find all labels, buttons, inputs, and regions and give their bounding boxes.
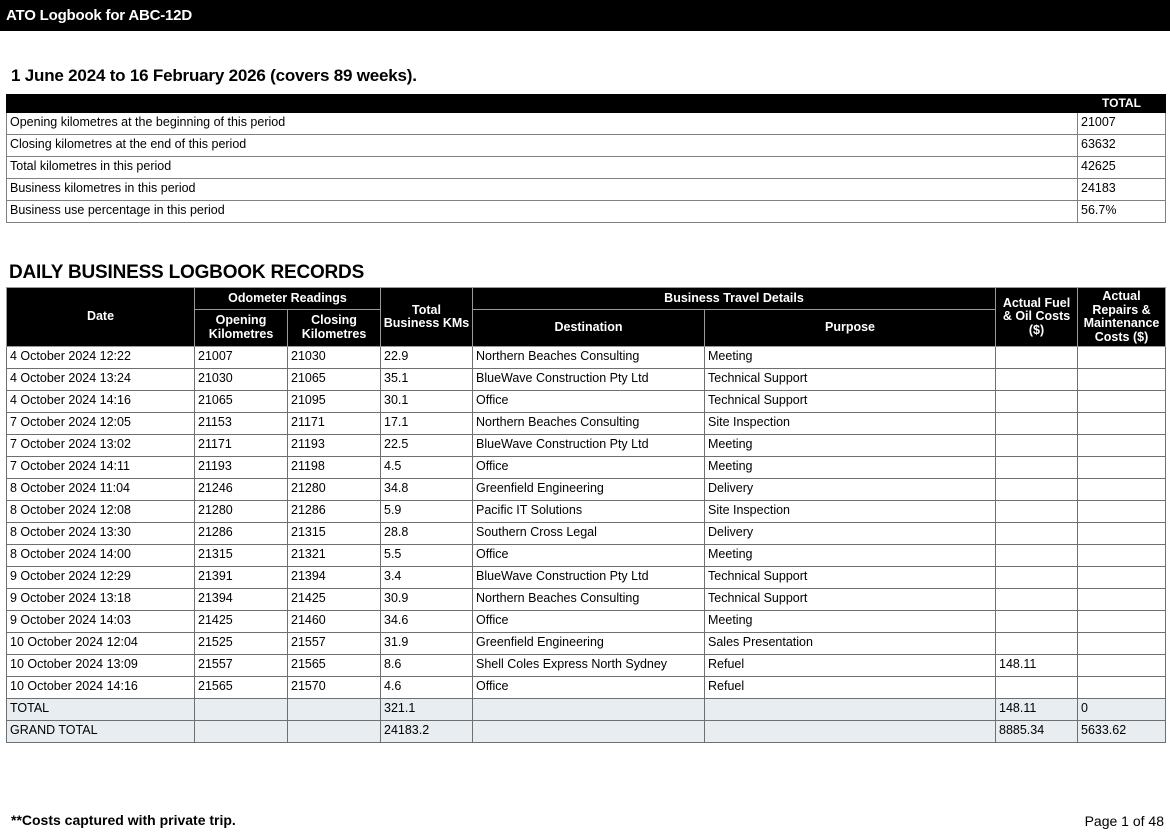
cell-closing-kilometres: 21570 xyxy=(288,677,381,699)
title-bar xyxy=(0,0,1170,31)
cell-destination: Office xyxy=(473,677,705,699)
cell-actual-repairs-maintenance-costs xyxy=(1078,391,1166,413)
cell-closing-kilometres: 21280 xyxy=(288,479,381,501)
cell-date: TOTAL xyxy=(7,699,195,721)
summary-label: Total kilometres in this period xyxy=(7,157,1078,179)
summary-value: 56.7% xyxy=(1078,201,1166,223)
summary-value: 24183 xyxy=(1078,179,1166,201)
cell-opening-kilometres: 21565 xyxy=(195,677,288,699)
cell-actual-repairs-maintenance-costs xyxy=(1078,501,1166,523)
summary-body xyxy=(7,113,1166,223)
cell-date: 8 October 2024 13:30 xyxy=(7,523,195,545)
cell-destination: BlueWave Construction Pty Ltd xyxy=(473,435,705,457)
cell-date: 7 October 2024 13:02 xyxy=(7,435,195,457)
cell-actual-fuel-oil-costs xyxy=(996,347,1078,369)
cell-destination xyxy=(473,721,705,743)
table-row xyxy=(7,201,1166,223)
table-row xyxy=(7,135,1166,157)
cell-date: 10 October 2024 14:16 xyxy=(7,677,195,699)
table-row xyxy=(7,457,1166,479)
cell-opening-kilometres: 21286 xyxy=(195,523,288,545)
table-row xyxy=(7,523,1166,545)
summary-header-total: TOTAL xyxy=(1078,95,1166,113)
table-row xyxy=(7,479,1166,501)
cell-purpose: Meeting xyxy=(705,545,996,567)
cell-purpose: Meeting xyxy=(705,435,996,457)
cell-opening-kilometres: 21171 xyxy=(195,435,288,457)
cell-opening-kilometres: 21193 xyxy=(195,457,288,479)
logbook-table-container xyxy=(6,287,1165,743)
table-row xyxy=(7,611,1166,633)
table-row xyxy=(7,435,1166,457)
cell-date: 7 October 2024 12:05 xyxy=(7,413,195,435)
cell-actual-fuel-oil-costs xyxy=(996,479,1078,501)
cell-opening-kilometres: 21525 xyxy=(195,633,288,655)
cell-actual-fuel-oil-costs xyxy=(996,391,1078,413)
table-row xyxy=(7,677,1166,699)
table-row xyxy=(7,413,1166,435)
section-heading: DAILY BUSINESS LOGBOOK RECORDS xyxy=(9,262,365,283)
cell-closing-kilometres: 21321 xyxy=(288,545,381,567)
cell-opening-kilometres: 21557 xyxy=(195,655,288,677)
summary-value: 63632 xyxy=(1078,135,1166,157)
cell-purpose: Technical Support xyxy=(705,391,996,413)
table-row xyxy=(7,369,1166,391)
logbook-table xyxy=(6,287,1166,743)
cell-date: 9 October 2024 14:03 xyxy=(7,611,195,633)
column-header-opening-kilometres: Opening Kilometres xyxy=(195,309,288,346)
cell-date: 9 October 2024 12:29 xyxy=(7,567,195,589)
cell-closing-kilometres: 21095 xyxy=(288,391,381,413)
cell-opening-kilometres: 21065 xyxy=(195,391,288,413)
cell-opening-kilometres: 21030 xyxy=(195,369,288,391)
summary-header-blank xyxy=(7,95,1078,113)
footer-note: **Costs captured with private trip. xyxy=(11,812,236,828)
cell-date: 7 October 2024 14:11 xyxy=(7,457,195,479)
cell-purpose: Sales Presentation xyxy=(705,633,996,655)
cell-closing-kilometres: 21198 xyxy=(288,457,381,479)
cell-closing-kilometres xyxy=(288,699,381,721)
table-row xyxy=(7,567,1166,589)
summary-table xyxy=(6,94,1166,223)
cell-date: 10 October 2024 13:09 xyxy=(7,655,195,677)
cell-total-business-kms: 321.1 xyxy=(381,699,473,721)
column-header-date: Date xyxy=(7,288,195,347)
cell-date: 10 October 2024 12:04 xyxy=(7,633,195,655)
summary-label: Business kilometres in this period xyxy=(7,179,1078,201)
cell-opening-kilometres: 21425 xyxy=(195,611,288,633)
cell-destination: Greenfield Engineering xyxy=(473,479,705,501)
cell-total-business-kms: 22.9 xyxy=(381,347,473,369)
cell-opening-kilometres: 21280 xyxy=(195,501,288,523)
cell-purpose: Technical Support xyxy=(705,567,996,589)
cell-actual-repairs-maintenance-costs xyxy=(1078,347,1166,369)
cell-actual-repairs-maintenance-costs xyxy=(1078,435,1166,457)
cell-purpose: Refuel xyxy=(705,677,996,699)
cell-actual-fuel-oil-costs xyxy=(996,589,1078,611)
cell-closing-kilometres: 21557 xyxy=(288,633,381,655)
cell-destination xyxy=(473,699,705,721)
column-header-actual-fuel-oil-costs: Actual Fuel & Oil Costs ($) xyxy=(996,288,1078,347)
cell-total-business-kms: 24183.2 xyxy=(381,721,473,743)
cell-closing-kilometres: 21193 xyxy=(288,435,381,457)
cell-actual-repairs-maintenance-costs xyxy=(1078,655,1166,677)
cell-destination: Greenfield Engineering xyxy=(473,633,705,655)
cell-destination: Office xyxy=(473,611,705,633)
cell-destination: Office xyxy=(473,545,705,567)
period-heading: 1 June 2024 to 16 February 2026 (covers 89 weeks). xyxy=(11,66,417,85)
logbook-header-row-1 xyxy=(7,288,1166,310)
cell-actual-repairs-maintenance-costs xyxy=(1078,545,1166,567)
summary-header-row xyxy=(7,95,1166,113)
total-row xyxy=(7,699,1166,721)
summary-value: 21007 xyxy=(1078,113,1166,135)
cell-actual-repairs-maintenance-costs: 0 xyxy=(1078,699,1166,721)
cell-actual-fuel-oil-costs: 8885.34 xyxy=(996,721,1078,743)
summary-table-container xyxy=(6,94,1165,223)
table-row xyxy=(7,501,1166,523)
table-row xyxy=(7,347,1166,369)
cell-destination: Northern Beaches Consulting xyxy=(473,413,705,435)
cell-closing-kilometres: 21394 xyxy=(288,567,381,589)
cell-actual-fuel-oil-costs xyxy=(996,369,1078,391)
cell-purpose: Technical Support xyxy=(705,369,996,391)
cell-actual-repairs-maintenance-costs xyxy=(1078,457,1166,479)
logbook-body xyxy=(7,347,1166,743)
cell-purpose: Technical Support xyxy=(705,589,996,611)
cell-actual-fuel-oil-costs xyxy=(996,523,1078,545)
cell-opening-kilometres: 21391 xyxy=(195,567,288,589)
cell-total-business-kms: 5.9 xyxy=(381,501,473,523)
cell-date: 8 October 2024 11:04 xyxy=(7,479,195,501)
cell-actual-fuel-oil-costs xyxy=(996,633,1078,655)
cell-destination: Southern Cross Legal xyxy=(473,523,705,545)
cell-date: 8 October 2024 14:00 xyxy=(7,545,195,567)
cell-actual-fuel-oil-costs xyxy=(996,457,1078,479)
cell-total-business-kms: 3.4 xyxy=(381,567,473,589)
cell-actual-fuel-oil-costs xyxy=(996,545,1078,567)
cell-actual-fuel-oil-costs xyxy=(996,413,1078,435)
cell-purpose: Delivery xyxy=(705,479,996,501)
cell-total-business-kms: 34.8 xyxy=(381,479,473,501)
cell-purpose: Refuel xyxy=(705,655,996,677)
summary-label: Closing kilometres at the end of this period xyxy=(7,135,1078,157)
cell-opening-kilometres xyxy=(195,699,288,721)
cell-purpose: Meeting xyxy=(705,457,996,479)
cell-date: GRAND TOTAL xyxy=(7,721,195,743)
cell-actual-repairs-maintenance-costs xyxy=(1078,479,1166,501)
table-row xyxy=(7,179,1166,201)
table-row xyxy=(7,633,1166,655)
cell-opening-kilometres: 21315 xyxy=(195,545,288,567)
cell-total-business-kms: 30.9 xyxy=(381,589,473,611)
cell-actual-repairs-maintenance-costs xyxy=(1078,589,1166,611)
cell-actual-fuel-oil-costs xyxy=(996,435,1078,457)
cell-closing-kilometres: 21030 xyxy=(288,347,381,369)
cell-destination: BlueWave Construction Pty Ltd xyxy=(473,369,705,391)
cell-purpose: Site Inspection xyxy=(705,413,996,435)
column-header-closing-kilometres: Closing Kilometres xyxy=(288,309,381,346)
table-row xyxy=(7,589,1166,611)
cell-actual-repairs-maintenance-costs xyxy=(1078,413,1166,435)
cell-destination: Shell Coles Express North Sydney xyxy=(473,655,705,677)
cell-opening-kilometres: 21153 xyxy=(195,413,288,435)
cell-date: 4 October 2024 14:16 xyxy=(7,391,195,413)
cell-opening-kilometres: 21394 xyxy=(195,589,288,611)
cell-date: 4 October 2024 13:24 xyxy=(7,369,195,391)
cell-total-business-kms: 35.1 xyxy=(381,369,473,391)
column-header-total-business-kms: Total Business KMs xyxy=(381,288,473,347)
cell-actual-fuel-oil-costs xyxy=(996,677,1078,699)
footer-page-number: Page 1 of 48 xyxy=(1084,813,1164,829)
cell-closing-kilometres: 21315 xyxy=(288,523,381,545)
cell-closing-kilometres: 21460 xyxy=(288,611,381,633)
cell-actual-fuel-oil-costs xyxy=(996,567,1078,589)
cell-purpose xyxy=(705,721,996,743)
cell-closing-kilometres: 21565 xyxy=(288,655,381,677)
cell-actual-repairs-maintenance-costs xyxy=(1078,567,1166,589)
cell-closing-kilometres: 21065 xyxy=(288,369,381,391)
cell-total-business-kms: 5.5 xyxy=(381,545,473,567)
cell-actual-repairs-maintenance-costs xyxy=(1078,369,1166,391)
cell-destination: Office xyxy=(473,391,705,413)
summary-label: Opening kilometres at the beginning of this period xyxy=(7,113,1078,135)
table-row xyxy=(7,545,1166,567)
cell-opening-kilometres: 21246 xyxy=(195,479,288,501)
cell-total-business-kms: 22.5 xyxy=(381,435,473,457)
cell-date: 4 October 2024 12:22 xyxy=(7,347,195,369)
logbook-header xyxy=(7,288,1166,347)
column-header-business-travel-details: Business Travel Details xyxy=(473,288,996,310)
column-header-purpose: Purpose xyxy=(705,309,996,346)
cell-total-business-kms: 30.1 xyxy=(381,391,473,413)
cell-total-business-kms: 31.9 xyxy=(381,633,473,655)
cell-purpose: Site Inspection xyxy=(705,501,996,523)
cell-total-business-kms: 8.6 xyxy=(381,655,473,677)
cell-closing-kilometres: 21171 xyxy=(288,413,381,435)
cell-destination: Northern Beaches Consulting xyxy=(473,589,705,611)
table-row xyxy=(7,157,1166,179)
table-row xyxy=(7,655,1166,677)
cell-purpose: Meeting xyxy=(705,611,996,633)
cell-closing-kilometres: 21286 xyxy=(288,501,381,523)
cell-actual-repairs-maintenance-costs xyxy=(1078,677,1166,699)
cell-actual-fuel-oil-costs: 148.11 xyxy=(996,699,1078,721)
cell-closing-kilometres xyxy=(288,721,381,743)
cell-destination: Northern Beaches Consulting xyxy=(473,347,705,369)
cell-destination: BlueWave Construction Pty Ltd xyxy=(473,567,705,589)
cell-actual-repairs-maintenance-costs xyxy=(1078,611,1166,633)
column-header-actual-repairs-maintenance-costs: Actual Repairs & Maintenance Costs ($) xyxy=(1078,288,1166,347)
summary-label: Business use percentage in this period xyxy=(7,201,1078,223)
cell-destination: Office xyxy=(473,457,705,479)
cell-actual-fuel-oil-costs xyxy=(996,611,1078,633)
column-header-destination: Destination xyxy=(473,309,705,346)
table-row xyxy=(7,391,1166,413)
cell-purpose: Meeting xyxy=(705,347,996,369)
cell-total-business-kms: 28.8 xyxy=(381,523,473,545)
cell-actual-fuel-oil-costs: 148.11 xyxy=(996,655,1078,677)
cell-actual-repairs-maintenance-costs xyxy=(1078,633,1166,655)
cell-opening-kilometres: 21007 xyxy=(195,347,288,369)
cell-actual-repairs-maintenance-costs: 5633.62 xyxy=(1078,721,1166,743)
cell-total-business-kms: 17.1 xyxy=(381,413,473,435)
cell-date: 9 October 2024 13:18 xyxy=(7,589,195,611)
cell-purpose: Delivery xyxy=(705,523,996,545)
cell-total-business-kms: 4.5 xyxy=(381,457,473,479)
cell-closing-kilometres: 21425 xyxy=(288,589,381,611)
cell-actual-repairs-maintenance-costs xyxy=(1078,523,1166,545)
table-row xyxy=(7,113,1166,135)
cell-date: 8 October 2024 12:08 xyxy=(7,501,195,523)
page-title: ATO Logbook for ABC-12D xyxy=(6,7,192,24)
cell-destination: Pacific IT Solutions xyxy=(473,501,705,523)
grand-total-row xyxy=(7,721,1166,743)
column-header-odometer-readings: Odometer Readings xyxy=(195,288,381,310)
summary-value: 42625 xyxy=(1078,157,1166,179)
cell-purpose xyxy=(705,699,996,721)
cell-actual-fuel-oil-costs xyxy=(996,501,1078,523)
cell-total-business-kms: 34.6 xyxy=(381,611,473,633)
cell-total-business-kms: 4.6 xyxy=(381,677,473,699)
cell-opening-kilometres xyxy=(195,721,288,743)
